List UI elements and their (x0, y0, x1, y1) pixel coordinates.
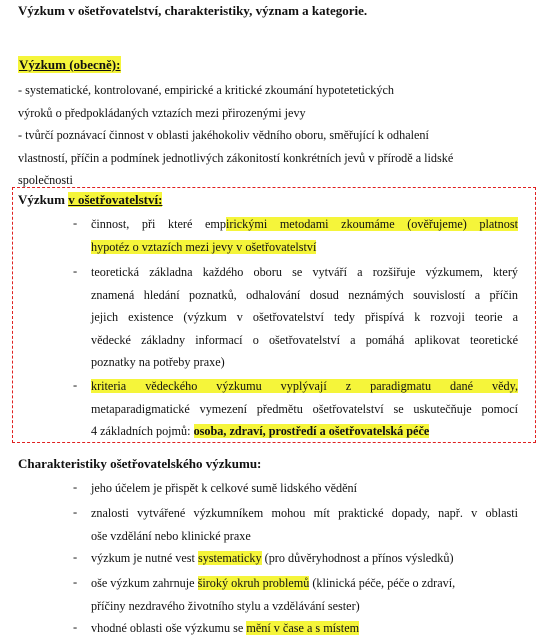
list-item (91, 477, 518, 500)
text-line: znamená hledání poznatků, odhalování dosud neznámých souvislostí a příčin (91, 287, 518, 302)
list-item (91, 547, 518, 570)
text-line (91, 236, 518, 259)
highlighted-text: osoba, zdraví, prostředí a ošetřovatelská péče (193, 424, 430, 438)
text-line: oše vzdělání nebo klinické praxe (91, 528, 251, 543)
text-line (91, 420, 518, 443)
text-line (91, 375, 518, 398)
bullet-dash: - (73, 378, 78, 392)
text-line: teoretická základna každého oboru se vytváří a rozšiřuje výzkumem, který (91, 265, 518, 279)
text-run: oše výzkum zahrnuje (91, 576, 198, 590)
text-run: výzkum je nutné vest (91, 551, 198, 565)
text-line: výroků o předpokládaných vztazích mezi přirozenými jevy (18, 105, 306, 120)
text-line: jeho účelem je přispět k celkové sumě lidského vědění (91, 481, 358, 495)
list-item (91, 502, 518, 547)
text-line: vlastností, příčin a podmínek jednotlivých zákonitostí konkrétních jevů v přírodě a lidské (18, 150, 454, 165)
text-line: metaparadigmatické vymezení předmětu ošetřovatelství se uskutečňuje pomocí (91, 401, 518, 416)
text-line (91, 547, 518, 570)
heading-highlight: Výzkum (obecně): (19, 57, 121, 72)
section-obecne-body (18, 79, 538, 192)
section-heading-obecne (18, 57, 121, 73)
bullet-dash: - (73, 216, 78, 230)
bullet-dash: - (73, 620, 78, 634)
text-line (91, 617, 518, 640)
text-line: společnosti (18, 173, 73, 187)
section-heading-vos (18, 192, 162, 208)
bullet-dash: - (73, 575, 78, 589)
text-line: příčiny nezdravého životního stylu a vzdělávání sester) (91, 598, 360, 613)
document-title: Výzkum v ošetřovatelství, charakteristiky, význam a kategorie. (18, 3, 368, 18)
list-item (91, 617, 518, 640)
text-line: znalosti vytvářené výzkumníkem mohou mít praktické dopady, např. v oblasti (91, 506, 518, 520)
highlighted-text: mění v čase a s místem (246, 621, 360, 635)
heading-plain: Výzkum (18, 192, 69, 207)
section-heading-characteristics: Charakteristiky ošetřovatelského výzkumu: (18, 456, 262, 471)
bullet-dash: - (73, 264, 78, 278)
highlighted-text: široký okruh problemů (197, 576, 310, 590)
highlighted-text: kriteria vědeckého výzkumu vyplývají z paradigmatu dané vědy, (91, 379, 518, 393)
highlighted-text: hypotéz o vztazích mezi jevy v ošetřovatelství (91, 239, 317, 254)
text-line (91, 213, 518, 236)
text-run: (pro důvěryhodnost a přínos výsledků) (261, 551, 454, 565)
text-line (91, 572, 518, 595)
list-item (91, 375, 518, 443)
text-line: vědecké základny informací o ošetřovatelství a pomáhá aplikovat teoretické (91, 332, 518, 347)
bullet-dash: - (73, 505, 78, 519)
text-line: jejich existence (výzkum v ošetřovatelství tedy přispívá k rozvoji teorie a (91, 310, 518, 324)
bullet-dash: - (73, 550, 78, 564)
highlighted-text: systematicky (197, 551, 262, 565)
highlighted-text: irickými metodami zkoumáme (ověřujeme) platnost (225, 217, 518, 231)
bullet-dash: - (73, 480, 78, 494)
text-line: - systematické, kontrolované, empirické a kritické zkoumání hypotetetických (18, 83, 394, 97)
list-item (91, 213, 518, 258)
text-run: činnost, při které emp (91, 217, 226, 231)
text-run: 4 základních pojmů: (91, 424, 194, 438)
text-run: vhodné oblasti oše výzkumu se (91, 621, 247, 635)
text-line: - tvůrčí poznávací činnost v oblasti jakéhokoliv vědního oboru, směřující k odhalení (18, 128, 429, 142)
list-item (91, 261, 518, 374)
list-item (91, 572, 518, 617)
heading-highlight: v ošetřovatelství: (68, 192, 163, 207)
text-run: (klinická péče, péče o zdraví, (309, 576, 456, 590)
text-line: poznatky na potřeby praxe) (91, 355, 225, 369)
